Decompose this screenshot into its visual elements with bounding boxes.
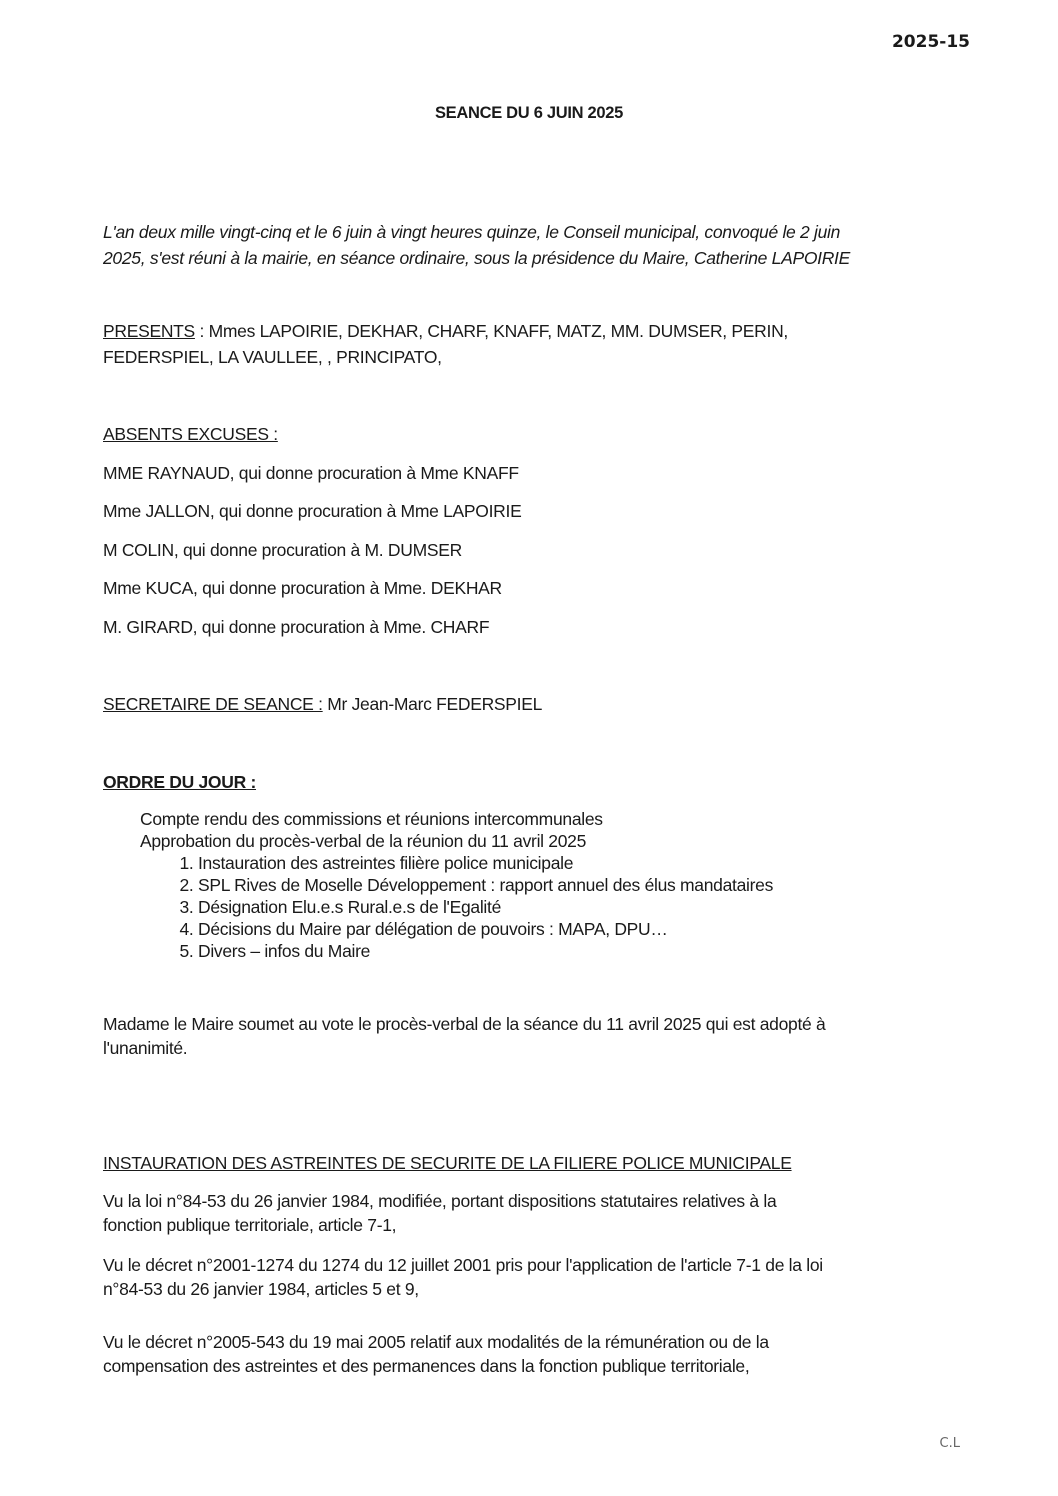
agenda: [140, 808, 773, 962]
absent-item: MME RAYNAUD, qui donne procuration à Mme KNAFF: [103, 463, 519, 483]
paragraph-line: compensation des astreintes et des permanences dans la fonction publique territoriale,: [103, 1356, 750, 1376]
agenda-item: 2. SPL Rives de Moselle Développement : rapport annuel des élus mandataires: [198, 874, 773, 896]
section-paragraph: [103, 1253, 823, 1301]
page-title: SEANCE DU 6 JUIN 2025: [434, 104, 624, 122]
agenda-item: 5. Divers – infos du Maire: [198, 940, 773, 962]
intro-line: L'an deux mille vingt-cinq et le 6 juin à vingt heures quinze, le Conseil municipal, convoqué le 2 juin: [103, 222, 841, 242]
absents-label: ABSENTS EXCUSES :: [103, 424, 278, 444]
agenda-intro: Compte rendu des commissions et réunions intercommunales: [140, 809, 603, 829]
absent-item: M COLIN, qui donne procuration à M. DUMSER: [103, 540, 462, 560]
paragraph-line: Vu la loi n°84-53 du 26 janvier 1984, modifiée, portant dispositions statutaires relatives à la: [103, 1191, 777, 1211]
section-title: INSTAURATION DES ASTREINTES DE SECURITE DE LA FILIERE POLICE MUNICIPALE: [103, 1153, 792, 1173]
secretaire-section: [103, 692, 542, 716]
vote-line: l'unanimité.: [103, 1038, 188, 1058]
presents-section: [103, 318, 788, 370]
paragraph-line: n°84-53 du 26 janvier 1984, articles 5 et 9,: [103, 1279, 419, 1299]
vote-line: Madame le Maire soumet au vote le procès-verbal de la séance du 11 avril 2025 qui est adopté à: [103, 1014, 826, 1034]
intro-paragraph: [103, 219, 850, 271]
intro-line: 2025, s'est réuni à la mairie, en séance ordinaire, sous la présidence du Maire, Catherine LAPOIRIE: [103, 248, 850, 268]
absent-item: Mme JALLON, qui donne procuration à Mme LAPOIRIE: [103, 501, 522, 521]
absent-item: Mme KUCA, qui donne procuration à Mme. DEKHAR: [103, 578, 502, 598]
agenda-item: 3. Désignation Elu.e.s Rural.e.s de l'Egalité: [198, 896, 773, 918]
presents-label: PRESENTS: [103, 321, 195, 341]
presents-line: FEDERSPIEL, LA VAULLEE, , PRINCIPATO,: [103, 347, 442, 367]
agenda-list: [140, 852, 773, 962]
page-initials: C.L: [939, 1436, 960, 1451]
section-paragraph: [103, 1189, 776, 1237]
presents-line: : Mmes LAPOIRIE, DEKHAR, CHARF, KNAFF, MATZ, MM. DUMSER, PERIN,: [194, 321, 788, 341]
vote-paragraph: [103, 1012, 825, 1060]
paragraph-line: Vu le décret n°2005-543 du 19 mai 2005 relatif aux modalités de la rémunération ou de la: [103, 1332, 769, 1352]
secretaire-value: Mr Jean-Marc FEDERSPIEL: [322, 694, 543, 714]
agenda-item: 4. Décisions du Maire par délégation de pouvoirs : MAPA, DPU…: [198, 918, 773, 940]
absent-item: M. GIRARD, qui donne procuration à Mme. CHARF: [103, 617, 490, 637]
agenda-item: 1. Instauration des astreintes filière police municipale: [198, 852, 773, 874]
section-paragraph: [103, 1330, 769, 1378]
paragraph-line: Vu le décret n°2001-1274 du 1274 du 12 juillet 2001 pris pour l'application de l'article 7-1 de la loi: [103, 1255, 823, 1275]
paragraph-line: fonction publique territoriale, article 7-1,: [103, 1215, 397, 1235]
secretaire-label: SECRETAIRE DE SEANCE :: [103, 694, 323, 714]
document-reference: 2025-15: [891, 32, 970, 52]
ordre-label: ORDRE DU JOUR :: [103, 772, 257, 792]
agenda-intro: Approbation du procès-verbal de la réunion du 11 avril 2025: [140, 831, 587, 851]
